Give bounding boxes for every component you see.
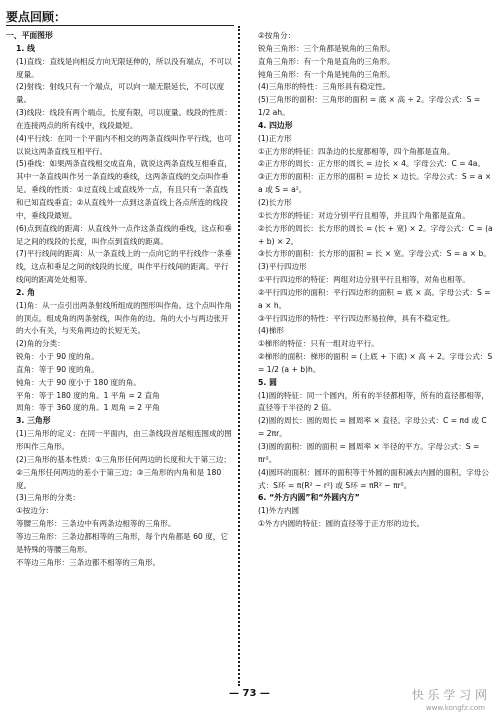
subheading: 5. 圆 bbox=[258, 377, 277, 387]
text-line: 周角：等于 360 度的角。1 周角 = 2 平角 bbox=[16, 403, 160, 413]
text-line: (1)外方内圆 bbox=[258, 506, 300, 516]
subheading: 4. 四边形 bbox=[258, 120, 293, 130]
text-line: (1)角：从一点引出两条射线所组成的图形叫作角。这个点叫作角的顶点。组成角的两条射线，叫作角的边。角的大小与两边张开的大小有关，与夹角两边的长短无关。 bbox=[16, 300, 232, 336]
text-line: ①正方形的特征：四条边的长度都相等，四个角都是直角。 bbox=[258, 146, 455, 156]
text-line: ①长方形的特征：对边分别平行且相等，并且四个角都是直角。 bbox=[258, 210, 470, 220]
text-line: ①按边分： bbox=[16, 506, 54, 516]
text-line: 等边三角形：三条边都相等的三角形，每个内角都是 60 度，它是特殊的等腰三角形。 bbox=[16, 531, 228, 554]
text-line: ①平行四边形的特征：两组对边分别平行且相等，对角也相等。 bbox=[258, 275, 470, 285]
text-line: 不等边三角形：三条边都不相等的三角形。 bbox=[16, 557, 161, 567]
text-line: (1)正方形 bbox=[258, 133, 292, 143]
subheading: 3. 三角形 bbox=[16, 416, 51, 426]
text-line: (2)射线：射线只有一个端点，可以向一端无限延长，不可以度量。 bbox=[16, 82, 225, 105]
text-line: 锐角三角形：三个角都是锐角的三角形。 bbox=[258, 43, 395, 53]
text-line: (3)三角形的分类： bbox=[16, 493, 80, 503]
text-line: (4)圆环的面积：圆环的面积等于外圆的面积减去内圆的面积。字母公式：S环 = π(R² − r²) 或 S环 = πR² − πr²。 bbox=[258, 467, 489, 490]
text-line: ①外方内圆的特征：圆的直径等于正方形的边长。 bbox=[258, 519, 425, 529]
heading-rule bbox=[6, 25, 234, 26]
text-line: ②按角分： bbox=[258, 31, 296, 40]
text-line: 钝角：大于 90 度小于 180 度的角。 bbox=[16, 377, 141, 387]
left-column bbox=[6, 30, 232, 569]
text-line: (1)三角形的定义：在同一平面内，由三条线段首尾相连围成的图形叫作三角形。 bbox=[16, 429, 232, 451]
watermark-url: www.kongfz.com bbox=[425, 704, 485, 712]
text-line: (4)梯形 bbox=[258, 326, 284, 336]
column-divider bbox=[238, 26, 242, 686]
text-line: ②正方形的周长：正方形的周长 = 边长 × 4。字母公式：C = 4a。 bbox=[258, 159, 486, 169]
subheading: 1. 线 bbox=[16, 43, 35, 53]
subheading: 一、平面图形 bbox=[6, 31, 53, 40]
text-line: 锐角：小于 90 度的角。 bbox=[16, 352, 99, 362]
text-line: ②长方形的周长：长方形的周长 = (长 + 宽) × 2。字母公式：C = (a + b) × 2。 bbox=[258, 223, 493, 246]
text-line: ①梯形的特征：只有一组对边平行。 bbox=[258, 339, 379, 349]
text-line: (2)长方形 bbox=[258, 197, 292, 207]
subheading: 2. 角 bbox=[16, 287, 35, 297]
text-line: ②平行四边形的面积：平行四边形的面积 = 底 × 高。字母公式：S = a × h。 bbox=[258, 287, 491, 310]
text-line: (2)角的分类： bbox=[16, 339, 65, 349]
text-line: (3)平行四边形 bbox=[258, 262, 307, 272]
text-line: (1)圆的特征：同一个圆内，所有的半径都相等，所有的直径都相等，直径等于半径的 2 倍。 bbox=[258, 390, 489, 413]
text-line: 直角：等于 90 度的角。 bbox=[16, 364, 99, 374]
text-line: ③正方形的面积：正方形的面积 = 边长 × 边长。字母公式：S = a × a 或 S = a²。 bbox=[258, 172, 492, 195]
text-line: (3)圆的面积：圆的面积 = 圆周率 × 半径的平方。字母公式：S = πr²。 bbox=[258, 442, 480, 464]
text-line: (5)三角形的面积：三角形的面积 = 底 × 高 ÷ 2。字母公式：S = 1/2 ah。 bbox=[258, 95, 481, 118]
text-line: (4)平行线：在同一个平面内不相交的两条直线叫作平行线，也可以说这两条直线互相平行。 bbox=[16, 133, 232, 156]
subheading: 6. “外方内圆”和“外圆内方” bbox=[258, 493, 360, 503]
text-line: 钝角三角形：有一个角是钝角的三角形。 bbox=[258, 69, 395, 79]
text-line: 平角：等于 180 度的角。1 平角 = 2 直角 bbox=[16, 390, 160, 400]
text-line: (1)直线：直线是向相反方向无限延伸的，所以没有端点，不可以度量。 bbox=[16, 56, 232, 79]
text-line: (6)点到直线的距离：从直线外一点作这条直线的垂线，这点和垂足之间的线段的长度，叫作点到直线的距离。 bbox=[16, 223, 232, 246]
text-line: (3)线段：线段有两个端点，长度有限，可以度量。线段的性质：在连接两点的所有线中，线段最短。 bbox=[16, 108, 232, 130]
text-line: (5)垂线：如果两条直线相交成直角，就说这两条直线互相垂直，其中一条直线叫作另一条直线的垂线，这两条直线的交点叫作垂足。垂线的性质：①过直线上或直线外一点，有且只有一条直线和已知直线垂直；②从直线外一点到这条直线上各点所连的线段中，垂线段最短。 bbox=[16, 159, 232, 220]
text-line: 等腰三角形：三条边中有两条边相等的三角形。 bbox=[16, 519, 176, 529]
text-line: (7)平行线间的距离：从一条直线上的一点向它的平行线作一条垂线，这点和垂足之间的线段的长度，叫作平行线间的距离。平行线间的距离处处相等。 bbox=[16, 249, 232, 285]
watermark-text: 快 乐 学 习 网 bbox=[411, 688, 487, 702]
text-line: 直角三角形：有一个角是直角的三角形。 bbox=[258, 56, 395, 66]
text-line: (2)三角形的基本性质：①三角形任何两边的长度和大于第三边；②三角形任何两边的差小于第三边；③三角形的内角和是 180 度。 bbox=[16, 454, 231, 490]
text-line: ③平行四边形的特性：平行四边形易拉伸，具有不稳定性。 bbox=[258, 313, 455, 323]
text-line: (4)三角形的特性：三角形具有稳定性。 bbox=[258, 82, 391, 92]
text-line: ②梯形的面积：梯形的面积 = (上底 + 下底) × 高 ÷ 2。字母公式：S = 1/2 (a + b)h。 bbox=[258, 352, 493, 374]
text-line: ③长方形的面积：长方形的面积 = 长 × 宽。字母公式：S = a × b。 bbox=[258, 249, 491, 259]
page-number: — 73 — bbox=[229, 688, 270, 699]
section-heading: 要点回顾： bbox=[6, 10, 67, 24]
right-column bbox=[248, 30, 493, 531]
text-line: (2)圆的周长：圆的周长 = 圆周率 × 直径。字母公式：C = πd 或 C = 2πr。 bbox=[258, 416, 487, 439]
